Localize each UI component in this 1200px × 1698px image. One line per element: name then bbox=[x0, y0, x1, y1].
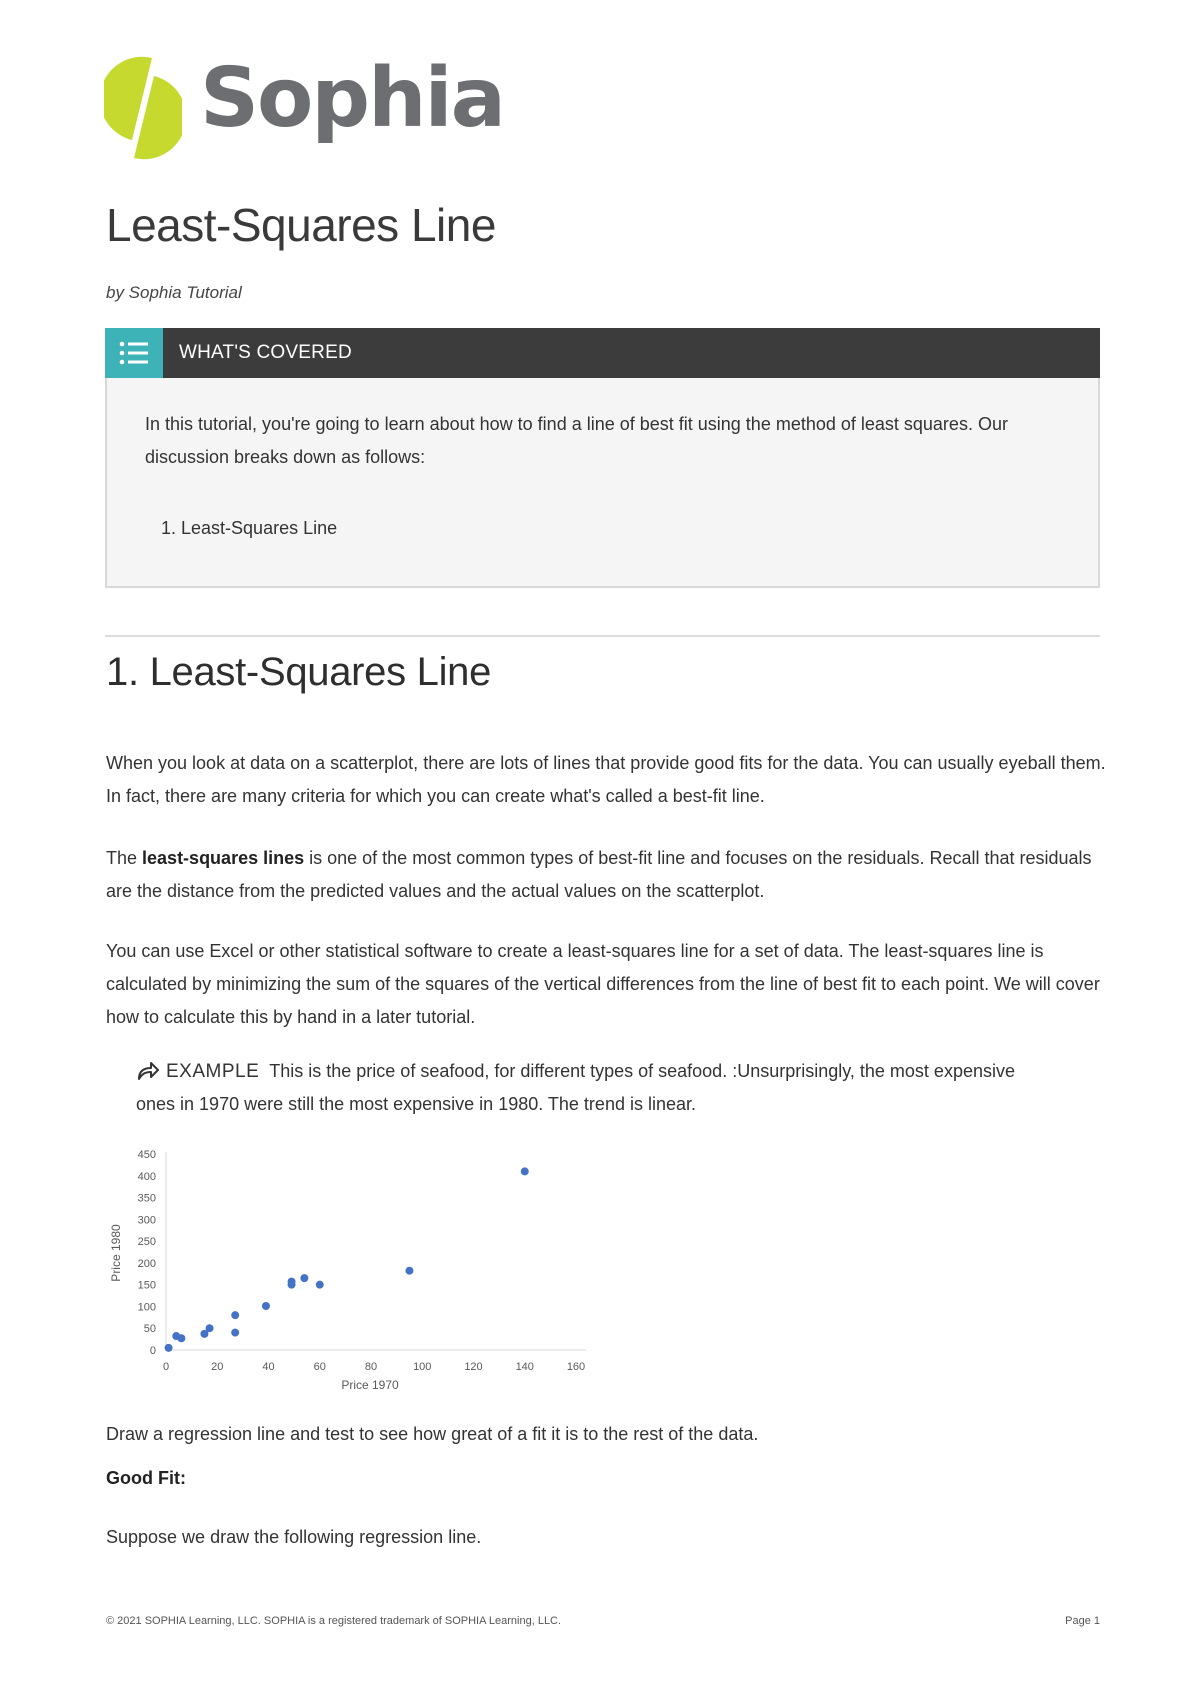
data-point bbox=[405, 1267, 413, 1275]
paragraph-suppose: Suppose we draw the following regression line. bbox=[106, 1527, 482, 1547]
data-point bbox=[521, 1167, 529, 1175]
example-text: This is the price of seafood, for different types of seafood. :Unsurprisingly, the most expensive ones in 1970 were still the most expensive in 1980. The trend is linear. bbox=[136, 1061, 1015, 1114]
whats-covered-header bbox=[105, 328, 1100, 378]
share-arrow-icon bbox=[136, 1059, 160, 1081]
data-point bbox=[165, 1344, 173, 1352]
x-tick-label: 100 bbox=[413, 1361, 432, 1373]
whats-covered-item: 1. Least-Squares Line bbox=[161, 518, 338, 538]
y-tick-label: 100 bbox=[137, 1301, 156, 1314]
y-tick-label: 50 bbox=[143, 1323, 156, 1336]
y-axis-label: Price 1980 bbox=[109, 1224, 123, 1282]
page-number: Page 1 bbox=[1065, 1615, 1100, 1627]
term-least-squares-lines: least-squares lines bbox=[142, 848, 305, 868]
page-title: Least-Squares Line bbox=[106, 199, 496, 251]
x-tick-label: 60 bbox=[313, 1361, 326, 1373]
data-point bbox=[316, 1281, 324, 1289]
y-tick-label: 450 bbox=[137, 1149, 156, 1161]
x-axis-label: Price 1970 bbox=[341, 1378, 399, 1392]
x-tick-label: 160 bbox=[566, 1361, 586, 1373]
y-tick-label: 150 bbox=[137, 1279, 156, 1292]
data-point bbox=[231, 1311, 239, 1319]
x-tick-label: 140 bbox=[515, 1361, 534, 1373]
good-fit-heading: Good Fit: bbox=[106, 1468, 186, 1488]
sophia-wordmark: Sophia bbox=[200, 51, 504, 146]
data-point bbox=[262, 1302, 270, 1310]
y-tick-label: 250 bbox=[137, 1236, 156, 1249]
x-tick-label: 80 bbox=[364, 1361, 378, 1373]
sophia-mark-icon bbox=[104, 56, 182, 160]
x-tick-label: 40 bbox=[262, 1361, 275, 1373]
x-tick-label: 120 bbox=[464, 1361, 483, 1373]
y-tick-label: 300 bbox=[137, 1214, 156, 1227]
x-tick-label: 20 bbox=[211, 1361, 224, 1373]
whats-covered-box bbox=[105, 328, 1100, 588]
paragraph-intro: When you look at data on a scatterplot, there are lots of lines that provide good fits for the data. You can usually eyeball them. In fact, there are many criteria for which you can create what's called a best-fit line. bbox=[106, 753, 1106, 806]
byline: by Sophia Tutorial bbox=[106, 283, 242, 302]
paragraph-least-squares: The least-squares lines is one of the most common types of best-fit line and focuses on the residuals. Recall that residuals are the distance from the predicted values and the actual values on the scatterplot. bbox=[106, 848, 1092, 901]
data-point bbox=[177, 1334, 185, 1342]
copyright-text: © 2021 SOPHIA Learning, LLC. SOPHIA is a registered trademark of SOPHIA Learning, LLC. bbox=[106, 1615, 562, 1627]
data-point bbox=[231, 1329, 239, 1337]
example-block bbox=[136, 1055, 1036, 1121]
data-point bbox=[300, 1274, 308, 1282]
data-point bbox=[206, 1324, 214, 1332]
y-tick-label: 200 bbox=[137, 1257, 156, 1270]
data-point bbox=[288, 1278, 296, 1286]
section-divider bbox=[105, 635, 1100, 637]
example-label: EXAMPLE bbox=[166, 1061, 260, 1082]
list-icon bbox=[105, 328, 163, 378]
whats-covered-heading: WHAT'S COVERED bbox=[179, 342, 352, 363]
x-tick-label: 0 bbox=[162, 1361, 170, 1373]
section-title: 1. Least-Squares Line bbox=[106, 650, 492, 694]
whats-covered-intro: In this tutorial, you're going to learn about how to find a line of best fit using the method of least squares. Our discussion breaks down as follows: bbox=[145, 414, 1008, 467]
scatter-plot bbox=[106, 1140, 606, 1400]
paragraph-excel: You can use Excel or other statistical software to create a least-squares line for a set of data. The least-squares line is calculated by minimizing the sum of the squares of the vertical differences from the line of best fit to each point. We will cover how to calculate this by hand in a later tutorial. bbox=[106, 941, 1100, 1027]
y-tick-label: 400 bbox=[137, 1170, 156, 1183]
y-tick-label: 350 bbox=[137, 1192, 156, 1205]
sophia-logo bbox=[104, 51, 524, 164]
paragraph-regression: Draw a regression line and test to see how great of a fit it is to the rest of the data. bbox=[106, 1424, 759, 1444]
page-footer bbox=[106, 1615, 1100, 1627]
whats-covered-body bbox=[105, 378, 1100, 588]
scatter-chart bbox=[106, 1140, 606, 1405]
y-tick-label: 0 bbox=[149, 1345, 156, 1357]
